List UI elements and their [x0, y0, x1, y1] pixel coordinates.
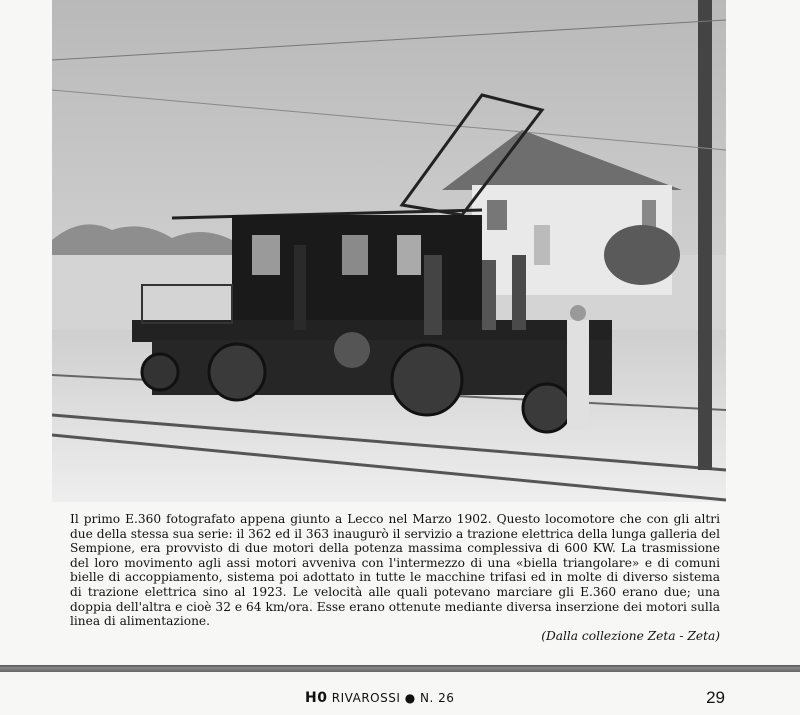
issue-number: N. 26: [420, 691, 455, 705]
caption-credit: (Dalla collezione Zeta - Zeta): [541, 628, 720, 643]
magazine-prefix: H0: [305, 690, 328, 706]
footer-rule: [0, 665, 800, 672]
magazine-masthead: [305, 690, 454, 706]
photo-illustration: [52, 0, 726, 502]
caption-text: Il primo E.360 fotografato appena giunto a Lecco nel Marzo 1902. Questo locomotore che con gli altri due della stessa sua serie: il 362 ed il 363 inaugurò il servizio a trazione elettrica della lunga galleria del Sempione, era provvisto di due motori della potenza massima complessiva di 600 KW. La trasmissione del loro movimento agli assi motori avveniva con l'intermezzo di una «biella triangolare» e di comuni bielle di accoppiamento, sistema poi adottato in tutte le macchine trifasi ed in molte di diverso sistema di trazione elettrica sino al 1923. Le velocità alle quali potevano marciare gli E.360 erano due; una doppia dell'altra e cioè 32 e 64 km/ora. Esse erano ottenute mediante diversa inserzione dei motori sulla linea di alimentazione.: [70, 512, 720, 629]
locomotive-photo: [52, 0, 726, 502]
page-footer: [0, 688, 800, 712]
separator-dot: ●: [404, 691, 416, 705]
photo-caption: [70, 512, 720, 643]
magazine-name: RIVAROSSI: [331, 691, 401, 705]
page-number: 29: [706, 688, 725, 707]
